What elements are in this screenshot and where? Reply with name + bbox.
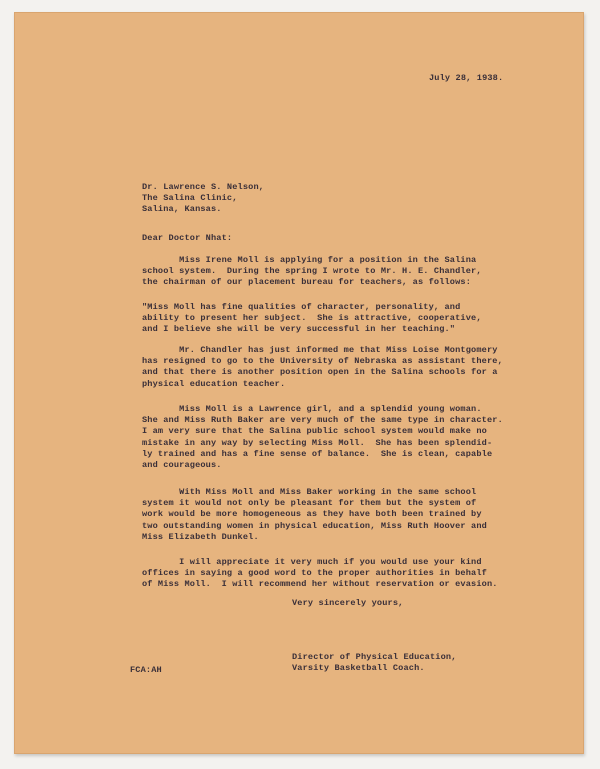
paragraph-2: Mr. Chandler has just informed me that Miss Loise Montgomery has resigned to go to the University of Nebraska as assistant there, and that there is another position open in the Salina schools for a physical education teacher. (142, 345, 503, 389)
recipient-address (142, 182, 264, 216)
quoted-recommendation: "Miss Moll has fine qualities of character, personality, and ability to present her subject. She is attractive, cooperative, and I believe she will be very successful in her teaching." (142, 302, 482, 335)
paragraph-5: I will appreciate it very much if you would use your kind offices in saying a good word to the proper authorities in behalf of Miss Moll. I will recommend her without reservation or evasion. (142, 557, 498, 590)
salutation: Dear Doctor Nhat: (142, 233, 233, 243)
recipient-location: Salina, Kansas. (142, 204, 222, 215)
typist-initials: FCA:AH (130, 665, 162, 675)
paragraph-3: Miss Moll is a Lawrence girl, and a splendid young woman. She and Miss Ruth Baker are very much of the same type in character. I am very sure that the Salina public school system would make no mistake in any way by selecting Miss Moll. She has been splendid- ly trained and has a fine sense of balance. She is clean, capable and courageous. (142, 404, 503, 471)
paragraph-4: With Miss Moll and Miss Baker working in the same school system it would not only be pleasant for them but the system of work would be more homogeneous as they have both been trained by two outstanding women in physical education, Miss Ruth Hoover and Miss Elizabeth Dunkel. (142, 487, 487, 542)
signature-block: Director of Physical Education, Varsity Basketball Coach. (292, 652, 457, 674)
recipient-name: Dr. Lawrence S. Nelson, (142, 182, 265, 192)
closing: Very sincerely yours, (292, 598, 404, 608)
paragraph-1: Miss Irene Moll is applying for a position in the Salina school system. During the spring I wrote to Mr. H. E. Chandler, the chairman of our placement bureau for teachers, as follows: (142, 255, 482, 288)
letter-date: July 28, 1938. (429, 73, 504, 83)
recipient-organization: The Salina Clinic, (142, 193, 238, 204)
letter-paper (14, 12, 584, 754)
